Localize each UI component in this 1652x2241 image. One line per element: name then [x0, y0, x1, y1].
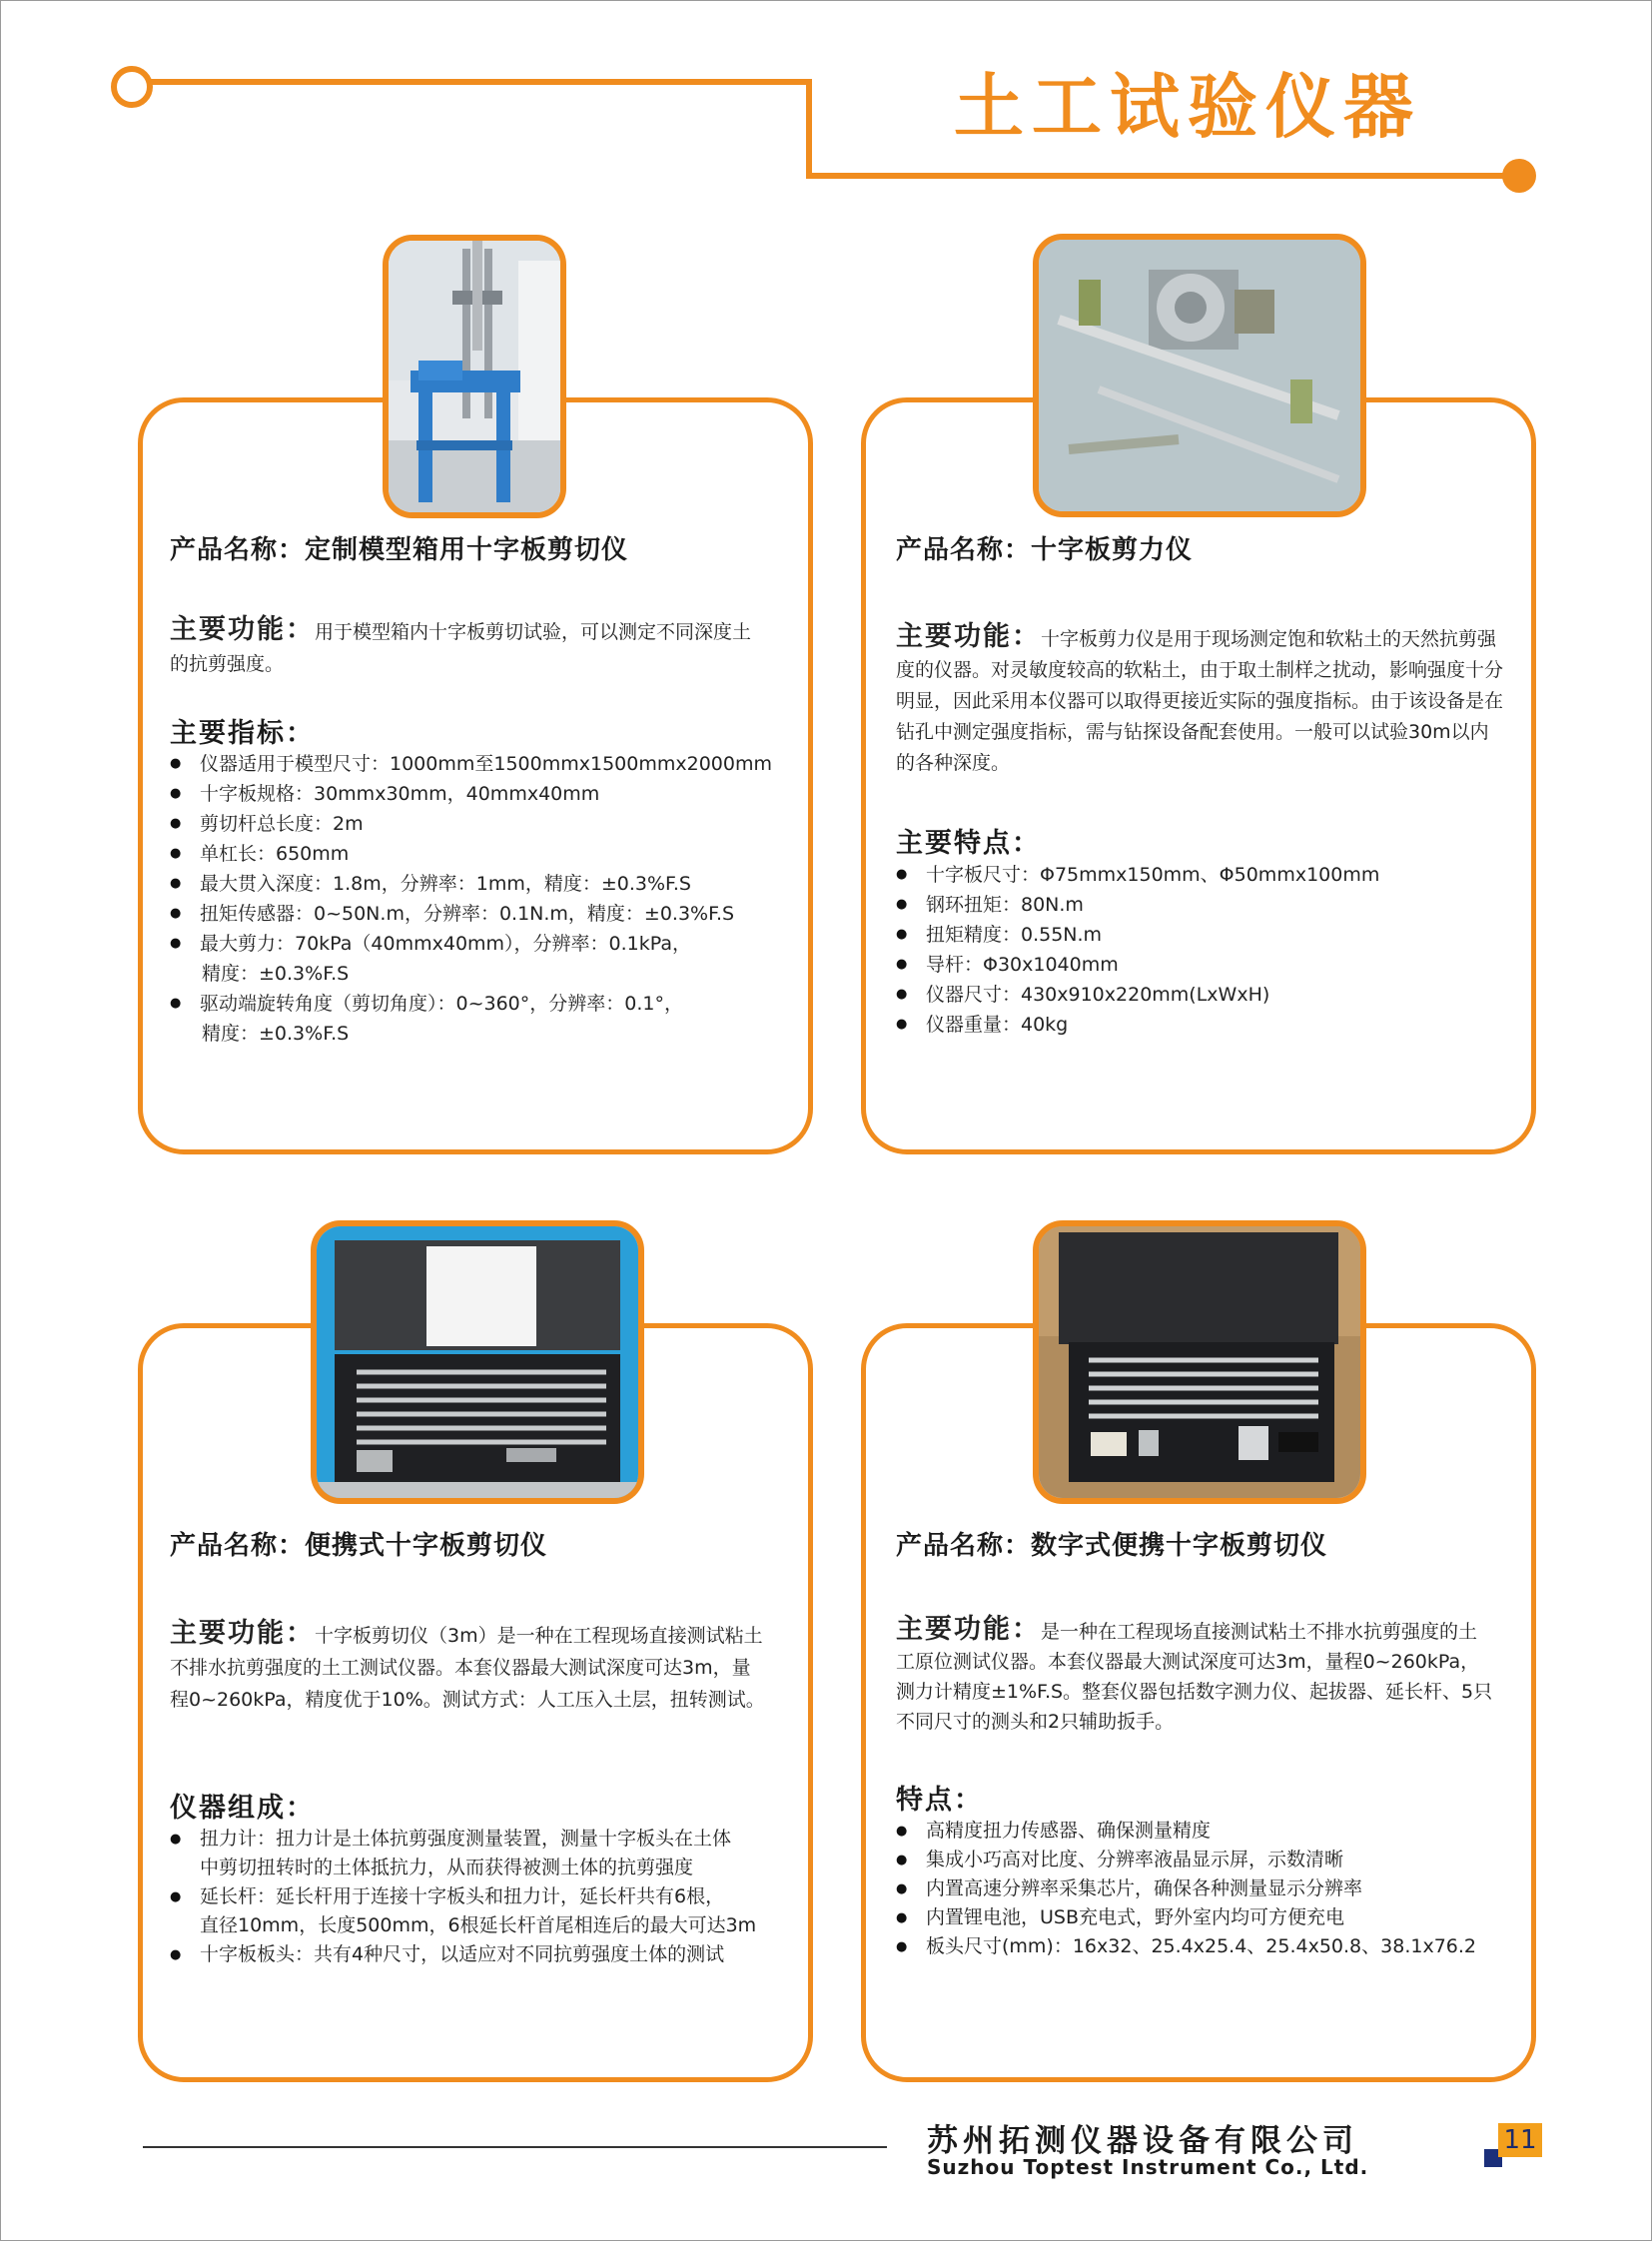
list-item: ● 十字板板头：共有4种尺寸，以适应对不同抗剪强度土体的测试 [170, 1940, 789, 1969]
function-label-2: 主要功能： [896, 621, 1041, 652]
list-item: ● 单杠长：650mm [170, 839, 789, 869]
header-rule-drop [806, 79, 812, 179]
product-function-4 [896, 1615, 1495, 1737]
product-photo-1 [383, 235, 566, 518]
list-item: ● 十字板规格：30mmx30mm，40mmx40mm [170, 779, 789, 809]
function-text-1: 用于模型箱内十字板剪切试验，可以测定不同深度土的抗剪强度。 [170, 621, 752, 675]
list-item: ● 仪器尺寸：430x910x220mm(LxWxH) [896, 980, 1495, 1010]
spec-list-title-4: 特点： [896, 1785, 983, 1816]
list-item: ● 扭矩传感器：0~50N.m，分辨率：0.1N.m，精度：±0.3%F.S [170, 899, 789, 929]
function-label-4: 主要功能： [896, 1614, 1041, 1645]
product-photo-3 [311, 1220, 644, 1504]
product-function-2 [896, 621, 1507, 779]
spec-list-title-1: 主要指标： [170, 718, 315, 749]
list-item: ● 十字板尺寸：Φ75mmx150mm、Φ50mmx100mm [896, 860, 1495, 890]
spec-list-2 [896, 860, 1495, 1040]
product-name-1: 产品名称：定制模型箱用十字板剪切仪 [170, 535, 629, 565]
list-item: ● 扭力计：扭力计是土体抗剪强度测量装置，测量十字板头在土体 中剪切扭转时的土体抵抗力，从而获得被测土体的抗剪强度 [170, 1825, 789, 1882]
page-number: 11 [1498, 2123, 1542, 2157]
page-title: 土工试验仪器 [954, 66, 1421, 148]
product-name-2: 产品名称：十字板剪力仪 [896, 535, 1194, 565]
list-item: ● 最大贯入深度：1.8m，分辨率：1mm，精度：±0.3%F.S [170, 869, 789, 899]
product-photo-2 [1033, 234, 1366, 517]
function-text-4: 是一种在工程现场直接测试粘土不排水抗剪强度的土工原位测试仪器。本套仪器最大测试深度可达3m，量程0~260kPa，测力计精度±1%F.S。整套仪器包括数字测力仪、起拔器、延长杆、5只不同尺寸的测头和2只辅助扳手。 [896, 1621, 1493, 1733]
list-item: ● 高精度扭力传感器、确保测量精度 [896, 1817, 1515, 1846]
product-name-4: 产品名称：数字式便携十字板剪切仪 [896, 1531, 1328, 1561]
list-item: ● 延长杆：延长杆用于连接十字板头和扭力计，延长杆共有6根， 直径10mm，长度500mm，6根延长杆首尾相连后的最大可达3m [170, 1882, 789, 1940]
list-item: ● 集成小巧高对比度、分辨率液晶显示屏，示数清晰 [896, 1846, 1515, 1874]
spec-list-3 [170, 1825, 789, 1969]
function-label-3: 主要功能： [170, 1618, 315, 1649]
header-dot-ornament [1502, 159, 1536, 193]
spec-list-title-2: 主要特点： [896, 828, 1041, 859]
company-name-en: Suzhou Toptest Instrument Co., Ltd. [927, 2155, 1369, 2179]
list-item: ● 最大剪力：70kPa（40mmx40mm），分辨率：0.1kPa， 精度：±0.3%F.S [170, 929, 789, 989]
product-name-3: 产品名称：便携式十字板剪切仪 [170, 1531, 548, 1561]
list-item: ● 剪切杆总长度：2m [170, 809, 789, 839]
function-text-3: 十字板剪切仪（3m）是一种在工程现场直接测试粘土不排水抗剪强度的土工测试仪器。本套仪器最大测试深度可达3m，量程0~260kPa，精度优于10%。测试方式：人工压入土层，扭转测试。 [170, 1625, 765, 1711]
list-item: ● 内置高速分辨率采集芯片，确保各种测量显示分辨率 [896, 1874, 1515, 1903]
list-item: ● 内置锂电池，USB充电式，野外室内均可方便充电 [896, 1903, 1515, 1932]
header-rule-lower [806, 173, 1517, 179]
header-circle-ornament [111, 66, 153, 108]
list-item: ● 板头尺寸(mm)：16x32、25.4x25.4、25.4x50.8、38.1x76.2 [896, 1932, 1515, 1961]
list-item: ● 导杆：Φ30x1040mm [896, 950, 1495, 980]
list-item: ● 钢环扭矩：80N.m [896, 890, 1495, 920]
function-text-2: 十字板剪力仪是用于现场测定饱和软粘土的天然抗剪强度的仪器。对灵敏度较高的软粘土，由于取土制样之扰动，影响强度十分明显，因此采用本仪器可以取得更接近实际的强度指标。由于该设备是在钻孔中测定强度指标，需与钻探设备配套使用。一般可以试验30m以内的各种深度。 [896, 628, 1504, 774]
list-item: ● 仪器重量：40kg [896, 1010, 1495, 1040]
function-label-1: 主要功能： [170, 614, 315, 645]
spec-list-title-3: 仪器组成： [170, 1793, 315, 1824]
header-rule [147, 79, 812, 85]
list-item: ● 驱动端旋转角度（剪切角度）：0~360°，分辨率：0.1°， 精度：±0.3%F.S [170, 989, 789, 1049]
product-photo-4 [1033, 1220, 1366, 1504]
spec-list-4 [896, 1817, 1515, 1961]
list-item: ● 扭矩精度：0.55N.m [896, 920, 1495, 950]
company-name-cn: 苏州拓测仪器设备有限公司 [927, 2123, 1358, 2159]
list-item: ● 仪器适用于模型尺寸：1000mm至1500mmx1500mmx2000mm [170, 749, 789, 779]
product-function-1 [170, 614, 769, 680]
product-function-3 [170, 1618, 767, 1716]
spec-list-1 [170, 749, 789, 1049]
footer-rule [143, 2146, 887, 2148]
